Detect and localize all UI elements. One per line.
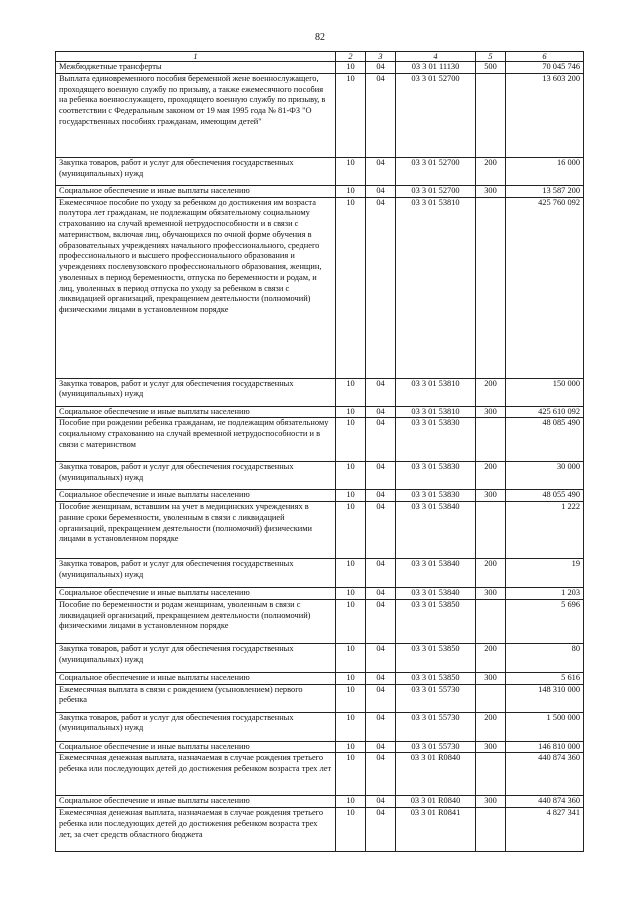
amount-cell: 16 000 bbox=[506, 157, 584, 185]
section-code-cell: 10 bbox=[336, 502, 366, 559]
section-code-cell: 10 bbox=[336, 418, 366, 462]
expense-type-cell bbox=[476, 197, 506, 378]
column-header: 1 bbox=[56, 52, 336, 62]
target-article-cell: 03 3 01 55730 bbox=[396, 741, 476, 753]
section-code-cell: 10 bbox=[336, 378, 366, 406]
subsection-code-cell: 04 bbox=[366, 808, 396, 852]
expense-type-cell bbox=[476, 418, 506, 462]
item-name-cell: Ежемесячная выплата в связи с рождением (усыновлением) первого ребенка bbox=[56, 684, 336, 712]
amount-cell: 13 587 200 bbox=[506, 185, 584, 197]
section-code-cell: 10 bbox=[336, 672, 366, 684]
section-code-cell: 10 bbox=[336, 599, 366, 643]
expense-type-cell bbox=[476, 808, 506, 852]
item-name-cell: Закупка товаров, работ и услуг для обеспечения государственных (муниципальных) нужд bbox=[56, 643, 336, 672]
expense-type-cell: 300 bbox=[476, 185, 506, 197]
item-name-cell: Закупка товаров, работ и услуг для обеспечения государственных (муниципальных) нужд bbox=[56, 157, 336, 185]
column-header: 5 bbox=[476, 52, 506, 62]
target-article-cell: 03 3 01 53830 bbox=[396, 462, 476, 490]
amount-cell: 1 500 000 bbox=[506, 712, 584, 741]
target-article-cell: 03 3 01 53830 bbox=[396, 418, 476, 462]
subsection-code-cell: 04 bbox=[366, 185, 396, 197]
item-name-cell: Ежемесячная денежная выплата, назначаемая в случае рождения третьего ребенка или последующих детей до достижения ребенком возраста трех лет bbox=[56, 753, 336, 796]
section-code-cell: 10 bbox=[336, 588, 366, 600]
item-name-cell: Социальное обеспечение и иные выплаты населению bbox=[56, 185, 336, 197]
subsection-code-cell: 04 bbox=[366, 157, 396, 185]
item-name-cell: Закупка товаров, работ и услуг для обеспечения государственных (муниципальных) нужд bbox=[56, 712, 336, 741]
table-row bbox=[56, 741, 584, 753]
expense-type-cell bbox=[476, 599, 506, 643]
target-article-cell: 03 3 01 53850 bbox=[396, 599, 476, 643]
amount-cell: 5 696 bbox=[506, 599, 584, 643]
subsection-code-cell: 04 bbox=[366, 378, 396, 406]
item-name-cell: Социальное обеспечение и иные выплаты населению bbox=[56, 796, 336, 808]
subsection-code-cell: 04 bbox=[366, 753, 396, 796]
amount-cell: 13 603 200 bbox=[506, 73, 584, 157]
target-article-cell: 03 3 01 R0841 bbox=[396, 808, 476, 852]
target-article-cell: 03 3 01 53830 bbox=[396, 490, 476, 502]
expense-type-cell: 200 bbox=[476, 378, 506, 406]
amount-cell: 425 610 092 bbox=[506, 406, 584, 418]
target-article-cell: 03 3 01 52700 bbox=[396, 185, 476, 197]
amount-cell: 1 203 bbox=[506, 588, 584, 600]
table-row bbox=[56, 712, 584, 741]
expense-type-cell: 200 bbox=[476, 157, 506, 185]
subsection-code-cell: 04 bbox=[366, 197, 396, 378]
item-name-cell: Закупка товаров, работ и услуг для обеспечения государственных (муниципальных) нужд bbox=[56, 462, 336, 490]
item-name-cell: Пособие при рождении ребенка гражданам, не подлежащим обязательному социальному страхованию на случай временной нетрудоспособности и в связи с материнством bbox=[56, 418, 336, 462]
item-name-cell: Межбюджетные трансферты bbox=[56, 62, 336, 74]
section-code-cell: 10 bbox=[336, 796, 366, 808]
amount-cell: 5 616 bbox=[506, 672, 584, 684]
subsection-code-cell: 04 bbox=[366, 684, 396, 712]
item-name-cell: Пособие по беременности и родам женщинам, уволенным в связи с ликвидацией организаций, прекращением деятельности (полномочий) физическими лицами в установленном порядке bbox=[56, 599, 336, 643]
section-code-cell: 10 bbox=[336, 753, 366, 796]
table-row bbox=[56, 672, 584, 684]
subsection-code-cell: 04 bbox=[366, 643, 396, 672]
expense-type-cell: 300 bbox=[476, 490, 506, 502]
table-row bbox=[56, 599, 584, 643]
table-row bbox=[56, 418, 584, 462]
target-article-cell: 03 3 01 52700 bbox=[396, 157, 476, 185]
subsection-code-cell: 04 bbox=[366, 588, 396, 600]
target-article-cell: 03 3 01 55730 bbox=[396, 712, 476, 741]
table-row bbox=[56, 157, 584, 185]
section-code-cell: 10 bbox=[336, 185, 366, 197]
subsection-code-cell: 04 bbox=[366, 502, 396, 559]
subsection-code-cell: 04 bbox=[366, 559, 396, 588]
subsection-code-cell: 04 bbox=[366, 73, 396, 157]
section-code-cell: 10 bbox=[336, 490, 366, 502]
column-header: 6 bbox=[506, 52, 584, 62]
table-row bbox=[56, 62, 584, 74]
expense-type-cell: 500 bbox=[476, 62, 506, 74]
item-name-cell: Пособие женщинам, вставшим на учет в медицинских учреждениях в ранние сроки беременности, уволенным в связи с ликвидацией организаций, прекращением деятельности (полномочий) физическими лицами в установленном порядке bbox=[56, 502, 336, 559]
target-article-cell: 03 3 01 53850 bbox=[396, 643, 476, 672]
table-row bbox=[56, 559, 584, 588]
section-code-cell: 10 bbox=[336, 406, 366, 418]
column-header: 2 bbox=[336, 52, 366, 62]
item-name-cell: Выплата единовременного пособия беременной жене военнослужащего, проходящего военную службу по призыву, а также ежемесячного пособия на ребенка военнослужащего, проходящего военную службу по призыву, в соответствии с Федеральным законом от 19 мая 1995 года № 81-ФЗ "О государственных пособиях гражданам, имеющим детей" bbox=[56, 73, 336, 157]
section-code-cell: 10 bbox=[336, 62, 366, 74]
item-name-cell: Социальное обеспечение и иные выплаты населению bbox=[56, 672, 336, 684]
amount-cell: 440 874 360 bbox=[506, 796, 584, 808]
expense-type-cell: 300 bbox=[476, 588, 506, 600]
expense-type-cell: 300 bbox=[476, 741, 506, 753]
subsection-code-cell: 04 bbox=[366, 741, 396, 753]
table-row bbox=[56, 796, 584, 808]
amount-cell: 425 760 092 bbox=[506, 197, 584, 378]
amount-cell: 48 055 490 bbox=[506, 490, 584, 502]
item-name-cell: Социальное обеспечение и иные выплаты населению bbox=[56, 588, 336, 600]
subsection-code-cell: 04 bbox=[366, 462, 396, 490]
table-row bbox=[56, 378, 584, 406]
page-number: 82 bbox=[315, 32, 325, 43]
target-article-cell: 03 3 01 53850 bbox=[396, 672, 476, 684]
table-row bbox=[56, 588, 584, 600]
section-code-cell: 10 bbox=[336, 157, 366, 185]
item-name-cell: Социальное обеспечение и иные выплаты населению bbox=[56, 490, 336, 502]
amount-cell: 48 085 490 bbox=[506, 418, 584, 462]
subsection-code-cell: 04 bbox=[366, 418, 396, 462]
amount-cell: 1 222 bbox=[506, 502, 584, 559]
item-name-cell: Социальное обеспечение и иные выплаты населению bbox=[56, 741, 336, 753]
target-article-cell: 03 3 01 R0840 bbox=[396, 753, 476, 796]
target-article-cell: 03 3 01 53840 bbox=[396, 559, 476, 588]
target-article-cell: 03 3 01 52700 bbox=[396, 73, 476, 157]
amount-cell: 146 810 000 bbox=[506, 741, 584, 753]
table-row bbox=[56, 197, 584, 378]
table-row bbox=[56, 406, 584, 418]
subsection-code-cell: 04 bbox=[366, 796, 396, 808]
section-code-cell: 10 bbox=[336, 462, 366, 490]
target-article-cell: 03 3 01 11130 bbox=[396, 62, 476, 74]
expense-type-cell bbox=[476, 753, 506, 796]
amount-cell: 19 bbox=[506, 559, 584, 588]
target-article-cell: 03 3 01 53840 bbox=[396, 588, 476, 600]
budget-table bbox=[55, 51, 584, 852]
target-article-cell: 03 3 01 53810 bbox=[396, 378, 476, 406]
target-article-cell: 03 3 01 53840 bbox=[396, 502, 476, 559]
table-row bbox=[56, 684, 584, 712]
subsection-code-cell: 04 bbox=[366, 712, 396, 741]
section-code-cell: 10 bbox=[336, 73, 366, 157]
column-header: 3 bbox=[366, 52, 396, 62]
table-body bbox=[56, 62, 584, 852]
expense-type-cell: 300 bbox=[476, 796, 506, 808]
item-name-cell: Закупка товаров, работ и услуг для обеспечения государственных (муниципальных) нужд bbox=[56, 378, 336, 406]
section-code-cell: 10 bbox=[336, 741, 366, 753]
column-header: 4 bbox=[396, 52, 476, 62]
expense-type-cell: 200 bbox=[476, 712, 506, 741]
target-article-cell: 03 3 01 R0840 bbox=[396, 796, 476, 808]
section-code-cell: 10 bbox=[336, 643, 366, 672]
subsection-code-cell: 04 bbox=[366, 62, 396, 74]
amount-cell: 440 874 360 bbox=[506, 753, 584, 796]
expense-type-cell: 300 bbox=[476, 672, 506, 684]
table-row bbox=[56, 643, 584, 672]
amount-cell: 30 000 bbox=[506, 462, 584, 490]
target-article-cell: 03 3 01 55730 bbox=[396, 684, 476, 712]
amount-cell: 70 045 746 bbox=[506, 62, 584, 74]
section-code-cell: 10 bbox=[336, 808, 366, 852]
amount-cell: 4 827 341 bbox=[506, 808, 584, 852]
section-code-cell: 10 bbox=[336, 684, 366, 712]
subsection-code-cell: 04 bbox=[366, 599, 396, 643]
expense-type-cell: 200 bbox=[476, 643, 506, 672]
expense-type-cell bbox=[476, 502, 506, 559]
column-number-row bbox=[56, 52, 584, 62]
table-row bbox=[56, 185, 584, 197]
section-code-cell: 10 bbox=[336, 197, 366, 378]
subsection-code-cell: 04 bbox=[366, 672, 396, 684]
table-row bbox=[56, 502, 584, 559]
target-article-cell: 03 3 01 53810 bbox=[396, 197, 476, 378]
item-name-cell: Социальное обеспечение и иные выплаты населению bbox=[56, 406, 336, 418]
table-row bbox=[56, 462, 584, 490]
subsection-code-cell: 04 bbox=[366, 406, 396, 418]
table-row bbox=[56, 73, 584, 157]
expense-type-cell bbox=[476, 73, 506, 157]
amount-cell: 148 310 000 bbox=[506, 684, 584, 712]
target-article-cell: 03 3 01 53810 bbox=[396, 406, 476, 418]
table-row bbox=[56, 808, 584, 852]
table-row bbox=[56, 490, 584, 502]
amount-cell: 80 bbox=[506, 643, 584, 672]
item-name-cell: Закупка товаров, работ и услуг для обеспечения государственных (муниципальных) нужд bbox=[56, 559, 336, 588]
expense-type-cell: 200 bbox=[476, 559, 506, 588]
section-code-cell: 10 bbox=[336, 559, 366, 588]
item-name-cell: Ежемесячная денежная выплата, назначаемая в случае рождения третьего ребенка или последующих детей до достижения ребенком возраста трех лет, за счет средств областного бюджета bbox=[56, 808, 336, 852]
subsection-code-cell: 04 bbox=[366, 490, 396, 502]
section-code-cell: 10 bbox=[336, 712, 366, 741]
amount-cell: 150 000 bbox=[506, 378, 584, 406]
expense-type-cell: 300 bbox=[476, 406, 506, 418]
item-name-cell: Ежемесячное пособие по уходу за ребенком до достижения им возраста полутора лет гражданам, не подлежащим обязательному социальному страхованию на случай временной нетрудоспособности и в связи с материнством, включая лиц, обучающихся по очной форме обучения в образовательных учреждениях начального профессионального, среднего профессионального и высшего профессионального образования и учреждениях послевузовского профессионального образования, женщин, уволенных в период беременности, отпуска по беременности и родам, и лиц, уволенных в период отпуска по уходу за ребенком в связи с ликвидацией организаций, прекращением деятельности (полномочий) физическими лицами в установленном порядке bbox=[56, 197, 336, 378]
table-row bbox=[56, 753, 584, 796]
expense-type-cell: 200 bbox=[476, 462, 506, 490]
expense-type-cell bbox=[476, 684, 506, 712]
